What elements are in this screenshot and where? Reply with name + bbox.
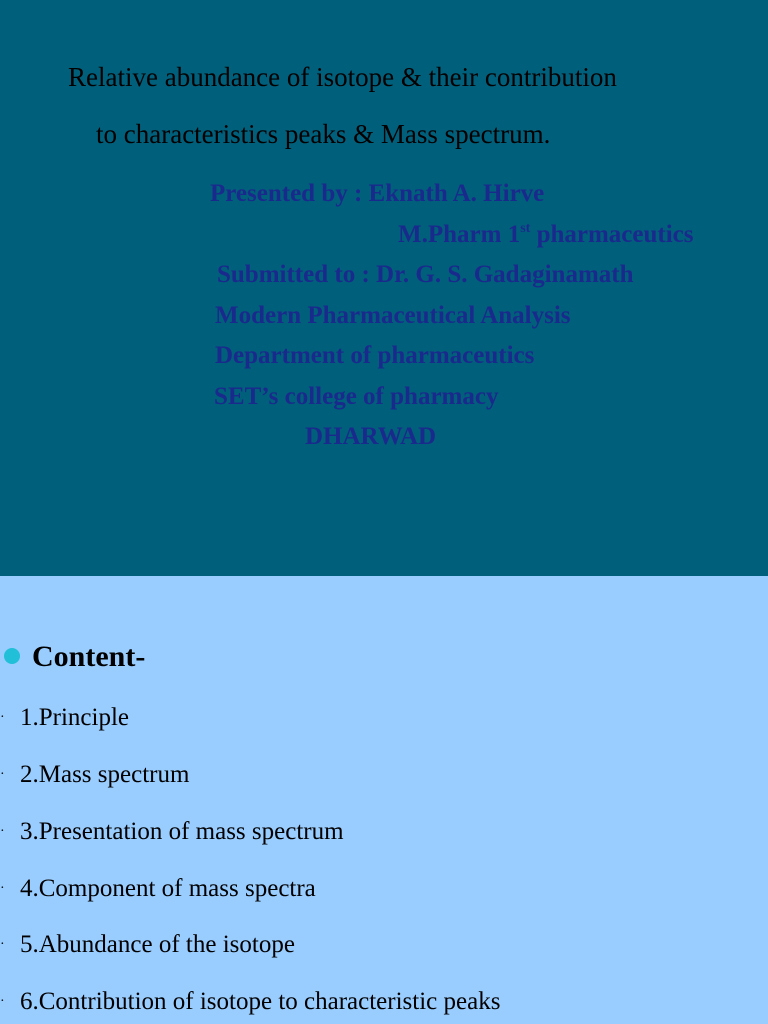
bullet-icon: · <box>0 767 5 782</box>
bullet-icon: · <box>0 710 5 725</box>
course-line <box>398 221 694 249</box>
list-item-text: 6.Contribution of isotope to characteristic peaks <box>20 988 501 1015</box>
bullet-icon: · <box>0 881 5 896</box>
bullet-icon: · <box>0 994 5 1009</box>
course-superscript: st <box>520 221 531 236</box>
department-line: Department of pharmaceutics <box>215 342 535 369</box>
heading-bullet-icon <box>4 648 20 664</box>
course-prefix: M.Pharm 1 <box>398 221 521 248</box>
list-item-text: 1.Principle <box>20 704 130 731</box>
course-suffix: pharmaceutics <box>530 221 694 248</box>
list-item-text: 5.Abundance of the isotope <box>20 931 295 958</box>
city-line: DHARWAD <box>305 423 437 450</box>
content-heading: Content- <box>32 640 146 673</box>
title-line-2: to characteristics peaks & Mass spectrum. <box>96 119 551 149</box>
content-slide <box>0 576 768 1024</box>
list-item-text: 2.Mass spectrum <box>20 761 190 788</box>
title-line-1: Relative abundance of isotope & their contribution <box>68 62 617 92</box>
bullet-icon: · <box>0 937 5 952</box>
presented-by: Presented by : Eknath A. Hirve <box>210 180 545 207</box>
bullet-icon: · <box>0 824 5 839</box>
college-line: SET’s college of pharmacy <box>214 383 499 410</box>
subject-line: Modern Pharmaceutical Analysis <box>215 302 571 329</box>
list-item-text: 3.Presentation of mass spectrum <box>20 818 344 845</box>
submitted-to: Submitted to : Dr. G. S. Gadaginamath <box>217 261 634 288</box>
list-item-text: 4.Component of mass spectra <box>20 875 316 902</box>
